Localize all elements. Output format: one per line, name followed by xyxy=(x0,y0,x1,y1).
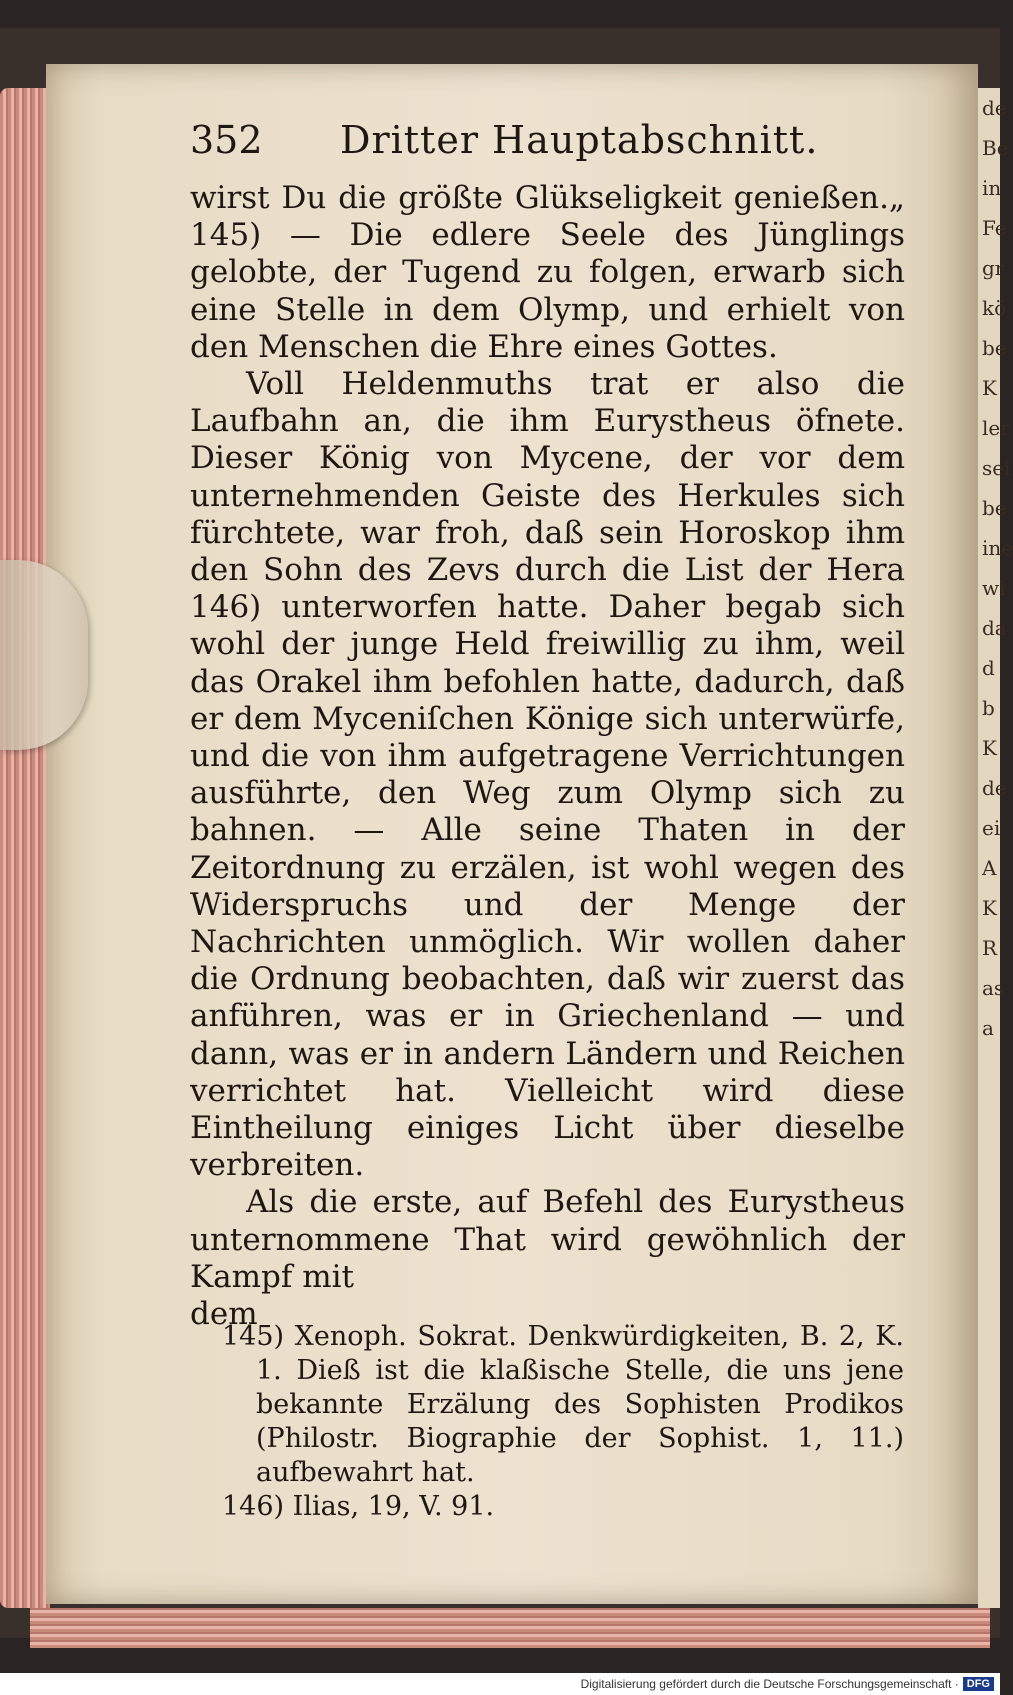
next-page-edge xyxy=(978,88,1013,1608)
page-edges-left xyxy=(0,88,50,1608)
page-header xyxy=(190,118,905,180)
next-page-fragment: de xyxy=(982,776,1007,800)
next-page-fragment: ler xyxy=(982,416,1010,440)
next-page-fragment: a xyxy=(982,1016,994,1040)
paragraph: wirst Du die größte Glükseligkeit genießen.„ 145) — Die edlere Seele des Jünglings gelobte, der Tugend zu folgen, erwarb sich eine Stelle in dem Olymp, und erhielt von den Menschen die Ehre eines Gottes. xyxy=(190,180,905,365)
footnote: 146) Ilias, 19, V. 91. xyxy=(222,1491,495,1522)
next-page-fragment: ine xyxy=(982,536,1013,560)
paragraph: Als die erste, auf Befehl des Eurystheus unternommene That wird gewöhnlich der Kampf mit xyxy=(190,1184,905,1295)
footer-credit: Digitalisierung gefördert durch die Deutsche Forschungsgemeinschaft · xyxy=(580,1677,959,1691)
next-page-fragment: be xyxy=(982,336,1007,360)
next-page-fragment: Fe xyxy=(982,216,1007,240)
paragraph: Voll Heldenmuths trat er also die Laufbahn an, die ihm Eurystheus öfnete. Dieser König von Mycene, der vor dem unternehmenden Geiste des Herkules sich fürchtete, war froh, daß sein Horoskop ihm den Sohn des Zevs durch die List der Hera 146) unterworfen hatte. Daher begab sich wohl der junge Held freiwillig zu ihm, weil das Orakel ihm befohlen hatte, dadurch, daß er dem Myceniſchen Könige sich unterwürfe, und die von ihm aufgetragene Verrichtungen ausführte, den Weg zum Olymp sich zu bahnen. — Alle seine Thaten in der Zeitordnung zu erzälen, ist wohl wegen des Widerspruchs und der Menge der Nachrichten unmöglich. Wir wollen daher die Ordnung beobachten, daß wir zuerst das anführen, was er in Griechenland — und dann, was er in andern Ländern und Reichen verrichtet hat. Vielleicht wird diese Eintheilung einiges Licht über dieselbe verbreiten. xyxy=(190,366,905,1184)
next-page-fragment: sei xyxy=(982,456,1011,480)
next-page-fragment: kö xyxy=(982,296,1007,320)
dfg-logo: DFG xyxy=(963,1677,994,1691)
next-page-fragment: gr xyxy=(982,256,1005,280)
catchword: dem xyxy=(190,1296,258,1333)
next-page-fragment: R xyxy=(982,936,998,960)
next-page-fragment: in xyxy=(982,176,1002,200)
page-edges-bottom xyxy=(30,1608,990,1648)
page-number: 352 xyxy=(190,118,263,162)
next-page-fragment: Be xyxy=(982,136,1009,160)
footnote: 145) Xenoph. Sokrat. Denkwürdigkeiten, B. 2, K. 1. Dieß ist die klaßische Stelle, die uns jene bekannte Erzälung des Sophisten Prodikos (Philostr. Biographie der Sophist. 1, 11.) aufbewahrt hat. xyxy=(222,1321,904,1488)
next-page-fragment: K xyxy=(982,376,997,400)
next-page-fragment: de xyxy=(982,96,1007,120)
footer-credit-bar xyxy=(0,1673,1000,1695)
footnotes xyxy=(222,1320,904,1524)
next-page-fragment: da xyxy=(982,616,1007,640)
next-page-fragment: as xyxy=(982,976,1005,1000)
text-block xyxy=(190,118,905,1333)
body-text xyxy=(190,180,905,1333)
next-page-fragment: K xyxy=(982,896,997,920)
next-page-fragment: A xyxy=(982,856,997,880)
next-page-fragment: wi xyxy=(982,576,1006,600)
next-page-fragment: K xyxy=(982,736,997,760)
next-page-fragment: ei xyxy=(982,816,1001,840)
next-page-fragment: b xyxy=(982,696,995,720)
next-page-fragment: be xyxy=(982,496,1007,520)
running-head: Dritter Hauptabschnitt. xyxy=(340,118,819,162)
next-page-fragment: d xyxy=(982,656,995,680)
